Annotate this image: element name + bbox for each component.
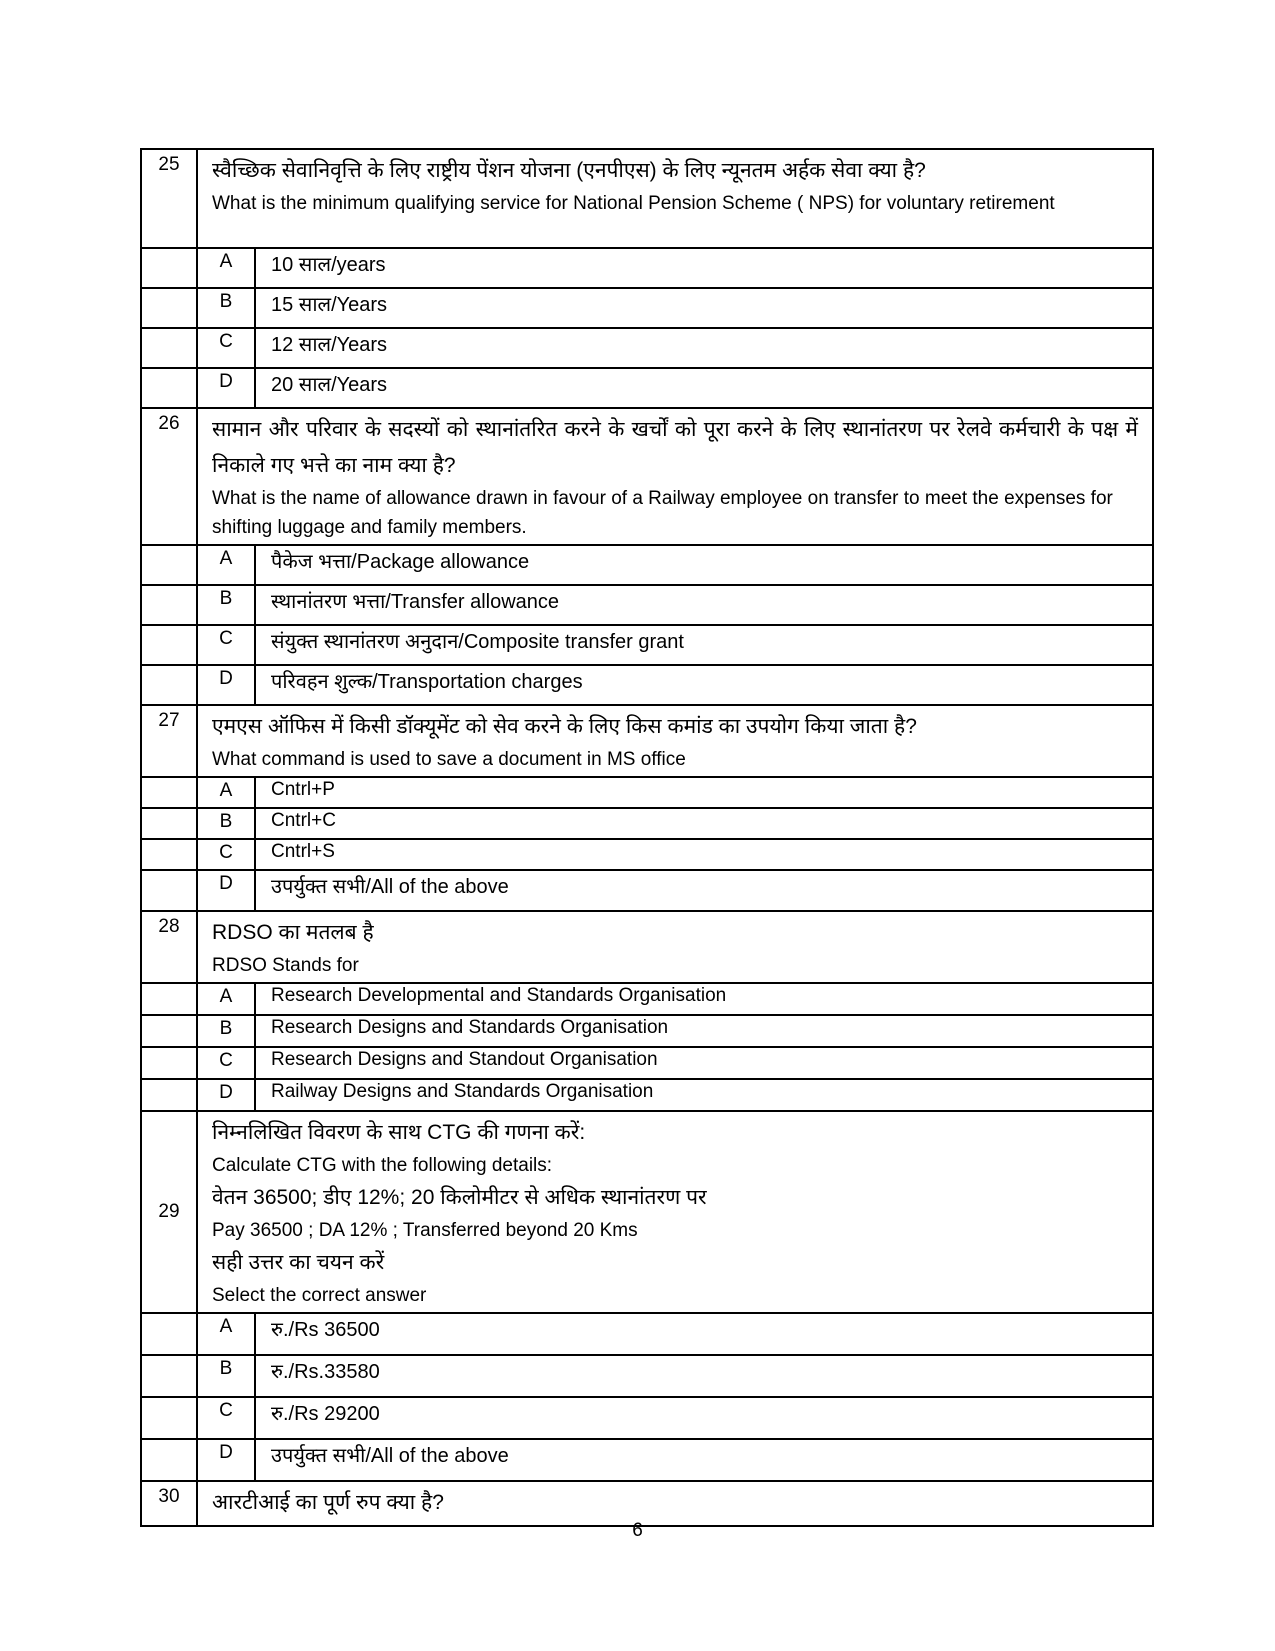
option-row xyxy=(141,288,1153,328)
option-letter: D xyxy=(197,1439,255,1481)
option-letter: D xyxy=(197,1079,255,1111)
option-letter: C xyxy=(197,625,255,665)
option-row xyxy=(141,1047,1153,1079)
question-text-cell xyxy=(197,408,1153,545)
option-number-cell-empty xyxy=(141,1355,197,1397)
question-row xyxy=(141,408,1153,545)
option-letter: D xyxy=(197,368,255,408)
question-text-english: What is the minimum qualifying service for National Pension Scheme ( NPS) for voluntary retirement xyxy=(212,193,1055,214)
option-number-cell-empty xyxy=(141,288,197,328)
option-number-cell-empty xyxy=(141,665,197,705)
option-row xyxy=(141,585,1153,625)
option-number-cell-empty xyxy=(141,1047,197,1079)
option-letter: C xyxy=(197,839,255,870)
question-text-hindi: एमएस ऑफिस में किसी डॉक्यूमेंट को सेव करने के लिए किस कमांड का उपयोग किया जाता है? xyxy=(212,715,917,738)
option-text: रु./Rs.33580 xyxy=(255,1355,1153,1397)
question-row xyxy=(141,705,1153,777)
question-text-english: What is the name of allowance drawn in favour of a Railway employee on transfer to meet the expenses for shifting luggage and family members. xyxy=(212,488,1113,538)
question-number: 25 xyxy=(141,149,197,248)
option-letter: D xyxy=(197,665,255,705)
question-text-hindi: स्वैच्छिक सेवानिवृत्ति के लिए राष्ट्रीय पेंशन योजना (एनपीएस) के लिए न्यूनतम अर्हक सेवा क्या है? xyxy=(212,159,926,182)
question-text-cell xyxy=(197,1111,1153,1313)
option-text: Cntrl+P xyxy=(255,777,1153,808)
option-row xyxy=(141,808,1153,839)
question-number: 26 xyxy=(141,408,197,545)
option-number-cell-empty xyxy=(141,983,197,1015)
option-text: Research Designs and Standout Organisation xyxy=(255,1047,1153,1079)
option-text: Cntrl+S xyxy=(255,839,1153,870)
option-row xyxy=(141,368,1153,408)
option-letter: A xyxy=(197,248,255,288)
question-text-cell xyxy=(197,149,1153,248)
question-text-english: Select the correct answer xyxy=(212,1285,427,1306)
option-number-cell-empty xyxy=(141,585,197,625)
option-text: Research Developmental and Standards Organisation xyxy=(255,983,1153,1015)
option-row xyxy=(141,777,1153,808)
option-letter: B xyxy=(197,288,255,328)
option-number-cell-empty xyxy=(141,777,197,808)
question-row xyxy=(141,1111,1153,1313)
option-letter: A xyxy=(197,983,255,1015)
question-number: 28 xyxy=(141,911,197,983)
option-text: 15 साल/Years xyxy=(255,288,1153,328)
option-number-cell-empty xyxy=(141,839,197,870)
option-letter: C xyxy=(197,1047,255,1079)
option-number-cell-empty xyxy=(141,870,197,911)
exam-question-sheet xyxy=(140,148,1154,1527)
option-number-cell-empty xyxy=(141,1015,197,1047)
option-number-cell-empty xyxy=(141,625,197,665)
option-text: 20 साल/Years xyxy=(255,368,1153,408)
option-row xyxy=(141,1355,1153,1397)
question-row xyxy=(141,911,1153,983)
option-text: Research Designs and Standards Organisation xyxy=(255,1015,1153,1047)
option-row xyxy=(141,1313,1153,1355)
question-row xyxy=(141,149,1153,248)
option-letter: C xyxy=(197,1397,255,1439)
question-text-hindi: वेतन 36500; डीए 12%; 20 किलोमीटर से अधिक स्थानांतरण पर xyxy=(212,1186,707,1209)
option-text: पैकेज भत्ता/Package allowance xyxy=(255,545,1153,585)
option-row xyxy=(141,1439,1153,1481)
option-number-cell-empty xyxy=(141,1439,197,1481)
option-row xyxy=(141,1079,1153,1111)
option-row xyxy=(141,1397,1153,1439)
option-number-cell-empty xyxy=(141,545,197,585)
question-text-english: RDSO Stands for xyxy=(212,955,359,976)
option-row xyxy=(141,665,1153,705)
option-row xyxy=(141,328,1153,368)
option-row xyxy=(141,625,1153,665)
option-text: उपर्युक्त सभी/All of the above xyxy=(255,1439,1153,1481)
question-text-cell xyxy=(197,911,1153,983)
option-text: रु./Rs 36500 xyxy=(255,1313,1153,1355)
option-row xyxy=(141,1015,1153,1047)
option-text: Cntrl+C xyxy=(255,808,1153,839)
option-letter: B xyxy=(197,1355,255,1397)
question-number: 29 xyxy=(141,1111,197,1313)
option-letter: D xyxy=(197,870,255,911)
option-text: रु./Rs 29200 xyxy=(255,1397,1153,1439)
option-number-cell-empty xyxy=(141,328,197,368)
option-text: परिवहन शुल्क/Transportation charges xyxy=(255,665,1153,705)
option-letter: B xyxy=(197,1015,255,1047)
option-row xyxy=(141,983,1153,1015)
question-text-hindi: सामान और परिवार के सदस्यों को स्थानांतरित करने के खर्चों को पूरा करने के लिए स्थानांतरण पर रेलवे कर्मचारी के पक्ष में निकाले गए भत्ते का नाम क्या है? xyxy=(212,418,1138,477)
question-number: 27 xyxy=(141,705,197,777)
question-text-english: Calculate CTG with the following details: xyxy=(212,1155,553,1176)
option-letter: B xyxy=(197,585,255,625)
option-letter: C xyxy=(197,328,255,368)
option-letter: A xyxy=(197,545,255,585)
option-text: 12 साल/Years xyxy=(255,328,1153,368)
option-number-cell-empty xyxy=(141,1313,197,1355)
option-row xyxy=(141,870,1153,911)
option-letter: A xyxy=(197,777,255,808)
option-number-cell-empty xyxy=(141,1079,197,1111)
option-row xyxy=(141,839,1153,870)
option-row xyxy=(141,248,1153,288)
option-number-cell-empty xyxy=(141,808,197,839)
option-text: उपर्युक्त सभी/All of the above xyxy=(255,870,1153,911)
option-text: संयुक्त स्थानांतरण अनुदान/Composite transfer grant xyxy=(255,625,1153,665)
question-text-english: Pay 36500 ; DA 12% ; Transferred beyond 20 Kms xyxy=(212,1220,638,1241)
question-text-hindi: निम्नलिखित विवरण के साथ CTG की गणना करें: xyxy=(212,1121,586,1144)
option-text: 10 साल/years xyxy=(255,248,1153,288)
page-number: 6 xyxy=(632,1520,643,1541)
option-number-cell-empty xyxy=(141,248,197,288)
option-row xyxy=(141,545,1153,585)
option-text: Railway Designs and Standards Organisation xyxy=(255,1079,1153,1111)
question-text-hindi: सही उत्तर का चयन करें xyxy=(212,1251,385,1274)
option-number-cell-empty xyxy=(141,1397,197,1439)
question-text-hindi: आरटीआई का पूर्ण रुप क्या है? xyxy=(212,1491,444,1514)
option-number-cell-empty xyxy=(141,368,197,408)
question-text-cell xyxy=(197,705,1153,777)
option-letter: B xyxy=(197,808,255,839)
question-number: 30 xyxy=(141,1481,197,1526)
question-text-hindi: RDSO का मतलब है xyxy=(212,921,374,944)
question-table xyxy=(140,148,1154,1527)
question-text-english: What command is used to save a document in MS office xyxy=(212,749,686,770)
option-text: स्थानांतरण भत्ता/Transfer allowance xyxy=(255,585,1153,625)
option-letter: A xyxy=(197,1313,255,1355)
